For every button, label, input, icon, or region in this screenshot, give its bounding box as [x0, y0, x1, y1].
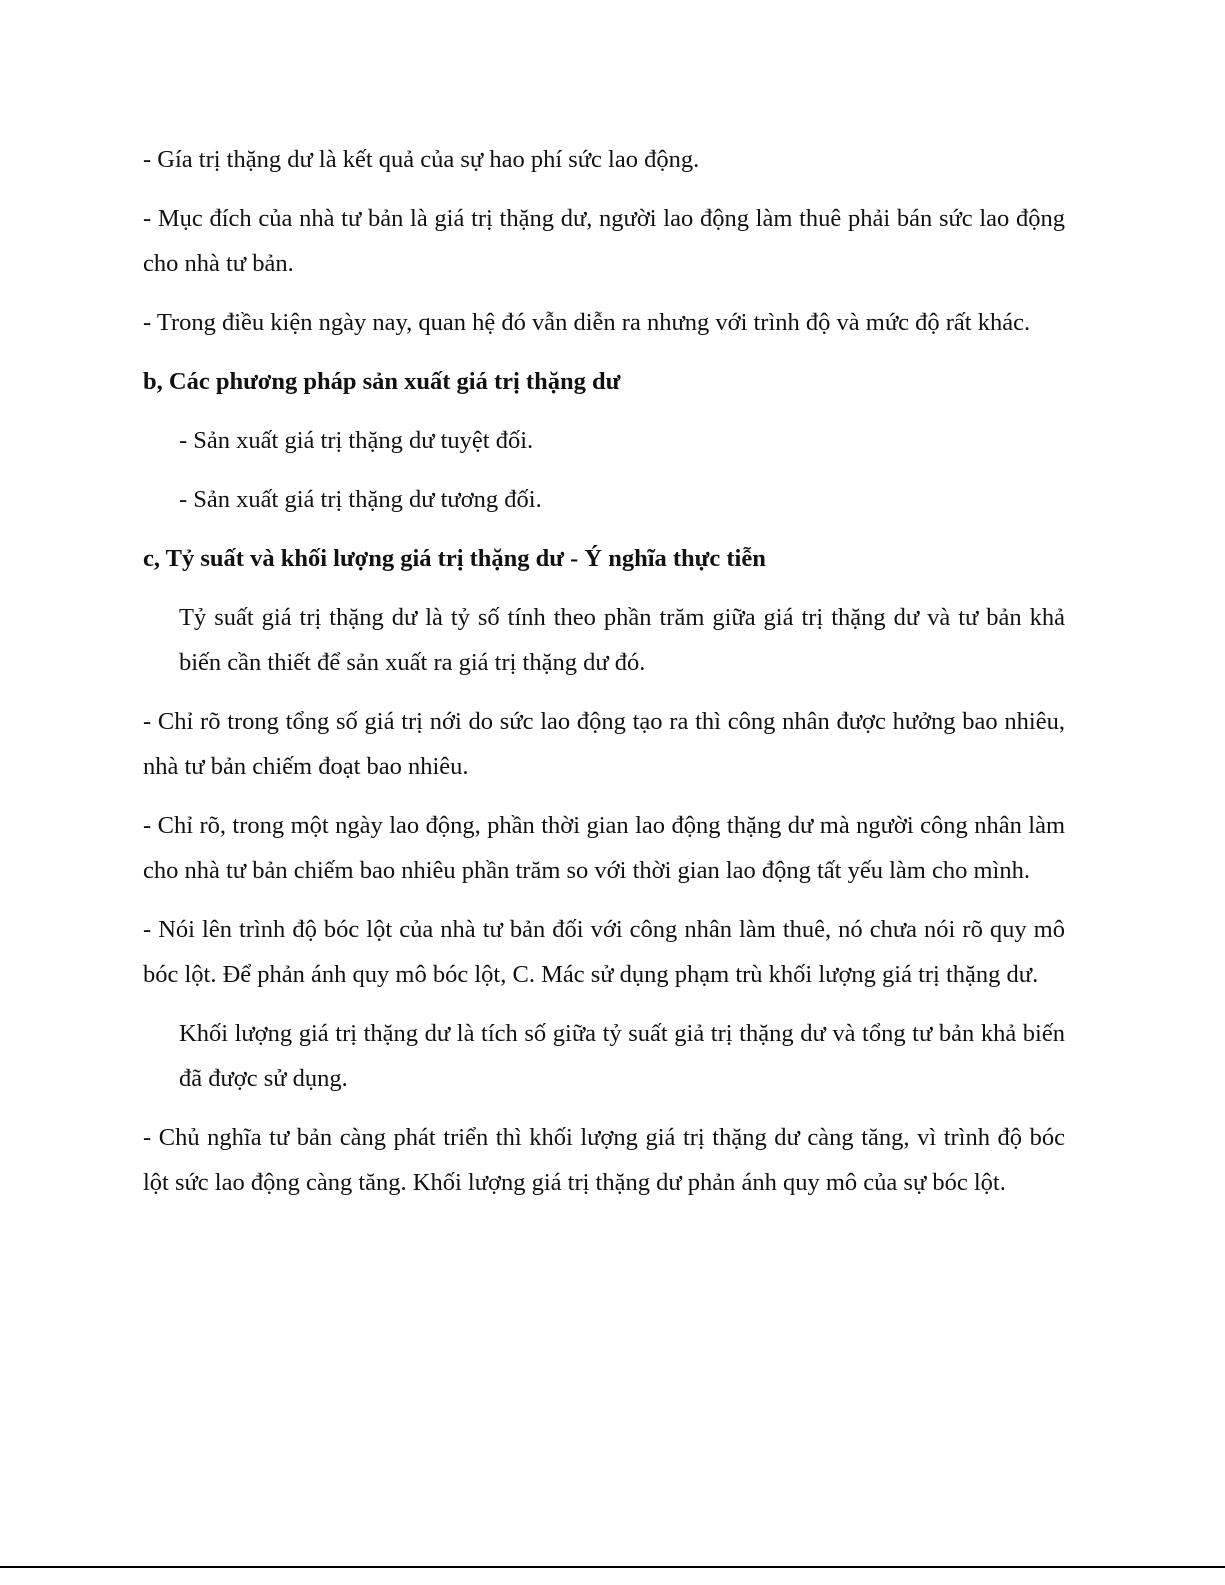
definition-rate-of-surplus-value: Tỷ suất giá trị thặng dư là tỷ số tính theo phần trăm giữa giá trị thặng dư và tư bản khả biến cần thiết để sản xuất ra giá trị thặng dư đó.	[179, 604, 1065, 676]
paragraph-exploitation-degree: - Nói lên trình độ bóc lột của nhà tư bản đối với công nhân làm thuê, nó chưa nói rõ quy mô bóc lột. Để phản ánh quy mô bóc lột, C. Mác sử dụng phạm trù khối lượng giá trị thặng dư.	[143, 916, 1065, 988]
list-item-absolute-surplus: - Sản xuất giá trị thặng dư tuyệt đối.	[179, 427, 534, 454]
paragraph-surplus-value-result: - Gía trị thặng dư là kết quả của sự hao phí sức lao động.	[143, 146, 700, 173]
paragraph-capitalist-purpose: - Mục đích của nhà tư bản là giá trị thặng dư, người lao động làm thuê phải bán sức lao động cho nhà tư bản.	[143, 205, 1065, 277]
list-item-relative-surplus: - Sản xuất giá trị thặng dư tương đối.	[179, 486, 542, 513]
heading-section-b: b, Các phương pháp sản xuất giá trị thặng dư	[143, 368, 621, 395]
paragraph-capitalism-development: - Chủ nghĩa tư bản càng phát triển thì khối lượng giá trị thặng dư càng tăng, vì trình độ bóc lột sức lao động càng tăng. Khối lượng giá trị thặng dư phản ánh quy mô của sự bóc lột.	[143, 1124, 1065, 1196]
paragraph-shows-distribution: - Chỉ rõ trong tổng số giá trị nới do sức lao động tạo ra thì công nhân được hưởng bao nhiêu, nhà tư bản chiếm đoạt bao nhiêu.	[143, 708, 1065, 780]
document-body	[143, 137, 1065, 1219]
paragraph-present-conditions: - Trong điều kiện ngày nay, quan hệ đó vẫn diễn ra nhưng với trình độ và mức độ rất khác.	[143, 309, 1031, 336]
page-bottom-rule	[0, 1566, 1225, 1568]
paragraph-shows-labor-time: - Chỉ rõ, trong một ngày lao động, phần thời gian lao động thặng dư mà người công nhân làm cho nhà tư bản chiếm bao nhiêu phần trăm so với thời gian lao động tất yếu làm cho mình.	[143, 812, 1065, 884]
heading-section-c: c, Tỷ suất và khối lượng giá trị thặng dư - Ý nghĩa thực tiễn	[143, 545, 766, 572]
definition-mass-of-surplus-value: Khối lượng giá trị thặng dư là tích số giữa tỷ suất giả trị thặng dư và tổng tư bản khả biến đã được sử dụng.	[179, 1020, 1065, 1092]
